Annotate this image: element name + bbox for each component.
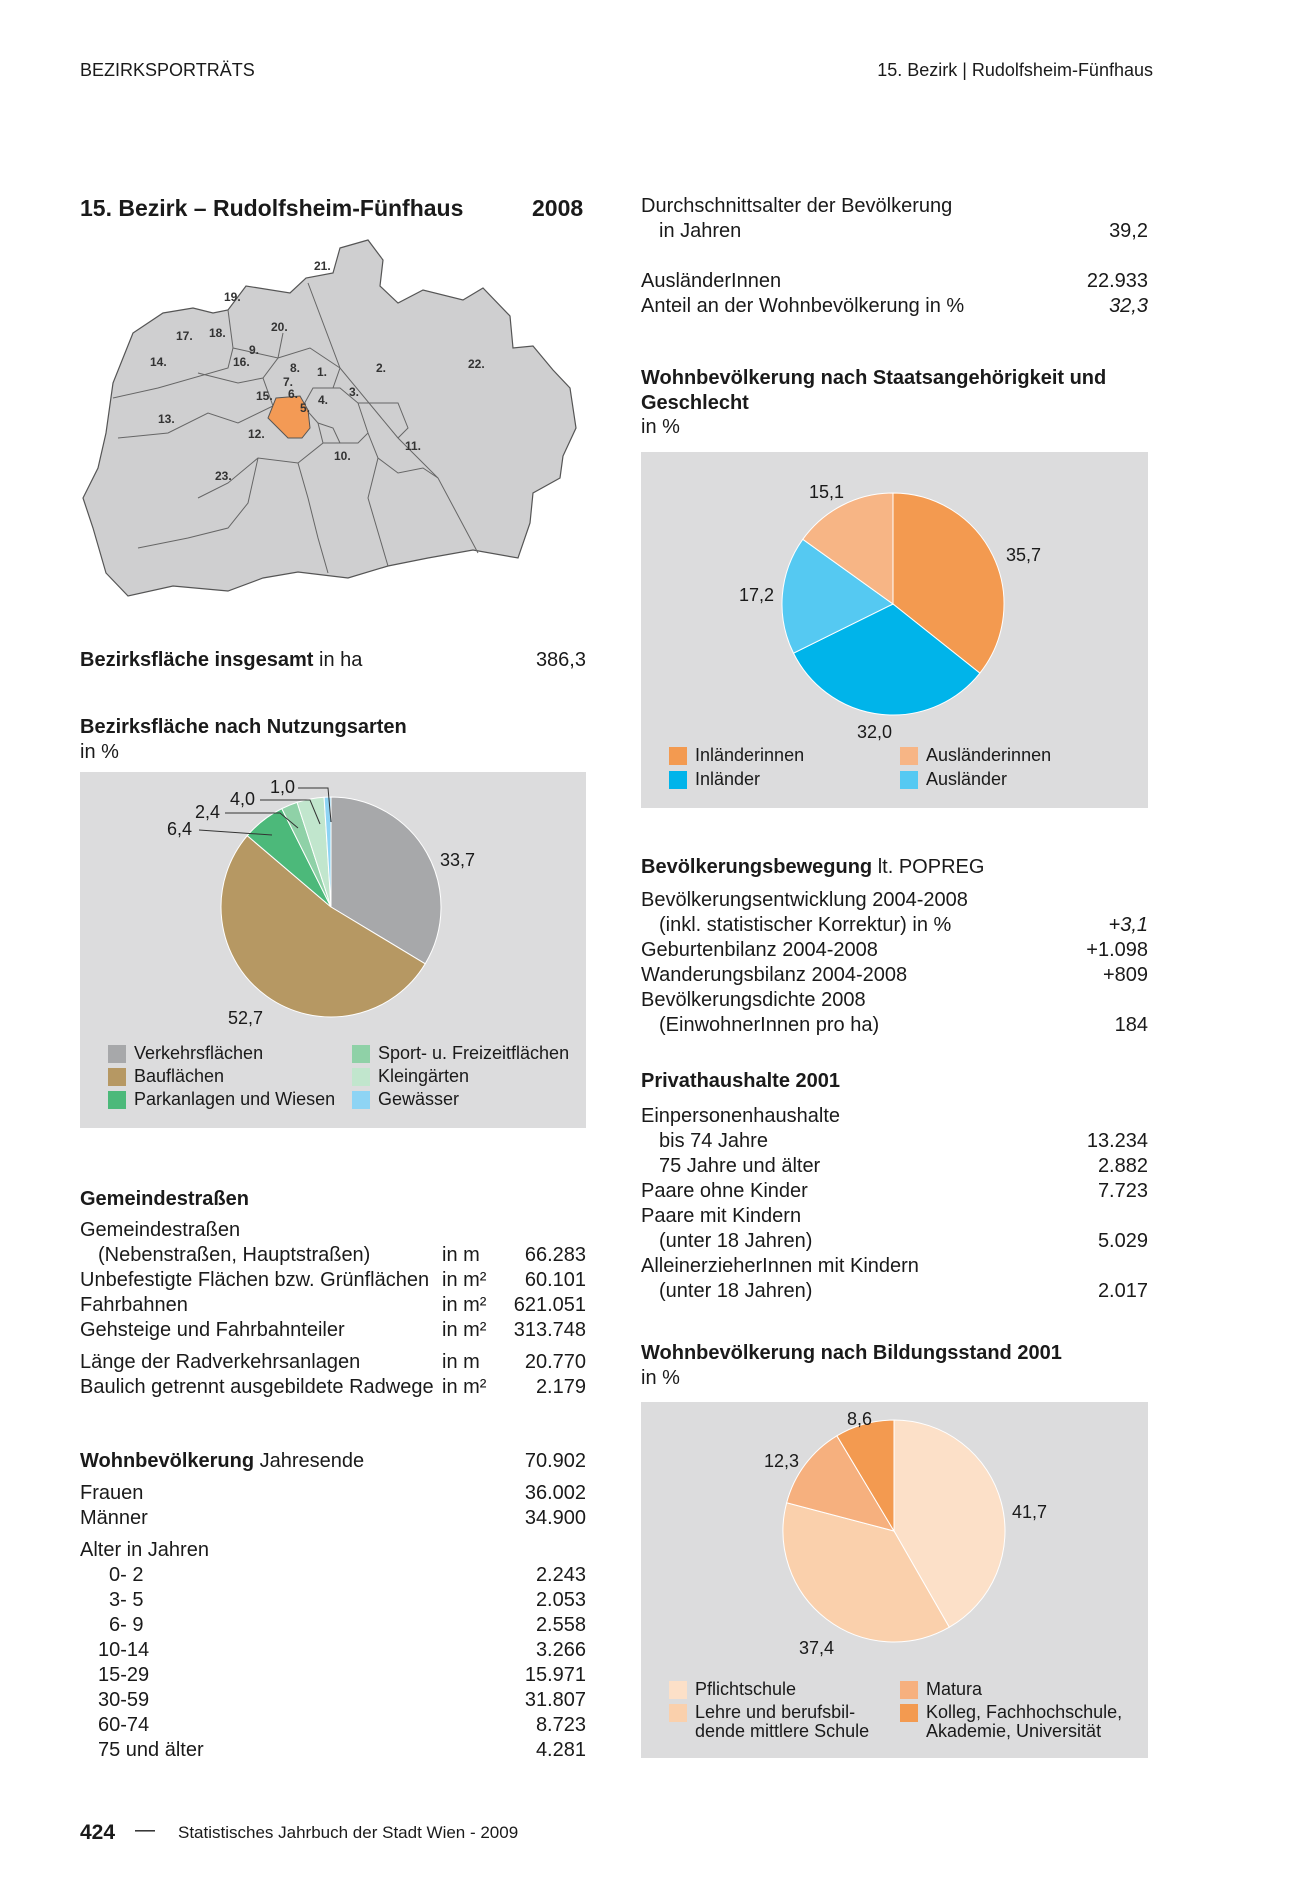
map-label-19: 19. xyxy=(224,290,241,304)
map-label-1: 1. xyxy=(317,365,328,379)
households-row: Paare mit Kindern xyxy=(641,1205,802,1227)
area-total-value: 386,3 xyxy=(535,649,586,671)
movement-title-row: Bevölkerungsbewegung lt. POPREG xyxy=(641,856,985,878)
citizenship-label-inlaender: 32,0 xyxy=(857,722,893,742)
map-label-6: 6. xyxy=(288,387,299,401)
citizenship-label-auslaender: 17,2 xyxy=(739,585,775,605)
citizenship-panel: 35,7 32,0 17,2 15,1 Inländerinnen Ausländerinnen Inländer Ausländer xyxy=(641,452,1148,808)
map-label-13: 13. xyxy=(158,412,175,426)
education-label-kolleg: 8,6 xyxy=(847,1409,873,1429)
avg-age-value: 39,2 xyxy=(1109,220,1148,242)
foreigners-share-label: Anteil an der Wohnbevölkerung in % xyxy=(641,295,965,317)
area-use-leader-lines xyxy=(80,772,586,872)
education-label-matura: 12,3 xyxy=(764,1451,800,1471)
footer-text: Statistisches Jahrbuch der Stadt Wien - 2009 xyxy=(178,1823,519,1842)
map-label-14: 14. xyxy=(150,355,167,369)
movement-row: Bevölkerungsdichte 2008 xyxy=(641,989,866,1011)
running-header-left: BEZIRKSPORTRÄTS xyxy=(80,60,255,80)
district-title: 15. Bezirk – Rudolfsheim-Fünfhaus xyxy=(80,195,464,221)
movement-title: Bevölkerungsbewegung xyxy=(641,856,873,878)
foreigners-value: 22.933 xyxy=(1086,270,1148,292)
area-use-label-klein: 4,0 xyxy=(230,789,256,809)
population-row: Frauen 36.002 xyxy=(80,1482,586,1504)
households-row: AlleinerzieherInnen mit Kindern xyxy=(641,1255,919,1277)
streets-row: Unbefestigte Flächen bzw. Grünflächen in m² 60.101 xyxy=(80,1269,586,1291)
streets-row: Fahrbahnen in m² 621.051 xyxy=(80,1294,586,1316)
map-label-18: 18. xyxy=(209,326,226,340)
households-row: Einpersonenhaushalte xyxy=(641,1105,841,1127)
vienna-district-map xyxy=(78,228,590,613)
households-title: Privathaushalte 2001 xyxy=(641,1070,840,1092)
map-label-17: 17. xyxy=(176,329,193,343)
area-total-row xyxy=(80,648,586,673)
education-title: Wohnbevölkerung nach Bildungsstand 2001 xyxy=(641,1342,1062,1364)
citizenship-unit: in % xyxy=(641,416,680,438)
movement-row: Bevölkerungsentwicklung 2004-2008 xyxy=(641,889,968,911)
foreigners-label: AusländerInnen xyxy=(641,270,782,292)
area-use-title: Bezirksfläche nach Nutzungsarten xyxy=(80,716,407,738)
area-total-unit: in ha xyxy=(313,649,363,671)
map-label-11: 11. xyxy=(405,439,422,453)
education-panel: 41,7 37,4 12,3 8,6 Pflichtschule Matura Lehre und berufsbil- dende mittlere Schule Kolleg, Fachhochschule, Akademie, Universität xyxy=(641,1402,1148,1758)
population-row: 0- 2 2.243 xyxy=(109,1564,586,1586)
population-total-value: 70.902 xyxy=(524,1450,586,1472)
area-use-unit: in % xyxy=(80,741,119,763)
movement-row: (EinwohnerInnen pro ha) 184 xyxy=(659,1014,1148,1036)
population-row: 3- 5 2.053 xyxy=(109,1589,586,1611)
foreigners-share-value: 32,3 xyxy=(1109,295,1148,317)
avg-age-unit: in Jahren xyxy=(659,220,742,242)
population-row: 60-74 8.723 xyxy=(98,1714,586,1736)
map-label-5: 5. xyxy=(300,401,311,415)
map-label-16: 16. xyxy=(233,355,250,369)
education-pie xyxy=(641,1402,1148,1682)
map-label-3: 3. xyxy=(349,385,360,399)
map-label-2: 2. xyxy=(376,361,387,375)
population-row: 10-14 3.266 xyxy=(98,1639,586,1661)
footer-dash: — xyxy=(135,1819,155,1841)
area-use-label-sport: 2,4 xyxy=(195,802,221,822)
education-unit: in % xyxy=(641,1367,680,1389)
map-label-12: 12. xyxy=(248,427,265,441)
households-row: Paare ohne Kinder 7.723 xyxy=(641,1180,1148,1202)
streets-row: Baulich getrennt ausgebildete Radwege in m² 2.179 xyxy=(80,1376,586,1398)
population-row: 6- 9 2.558 xyxy=(109,1614,586,1636)
area-use-label-gewaesser: 1,0 xyxy=(270,777,296,797)
population-row: 30-59 31.807 xyxy=(98,1689,586,1711)
citizenship-label-auslaenderinnen: 15,1 xyxy=(809,482,845,502)
avg-age-label: Durchschnittsalter der Bevölkerung xyxy=(641,195,953,217)
households-row: (unter 18 Jahren) 5.029 xyxy=(659,1230,1148,1252)
map-label-7: 7. xyxy=(283,375,294,389)
map-label-9: 9. xyxy=(249,343,260,357)
map-label-10: 10. xyxy=(334,449,351,463)
area-use-label-park: 6,4 xyxy=(167,819,193,839)
education-label-lehre: 37,4 xyxy=(799,1638,835,1658)
population-row: Männer 34.900 xyxy=(80,1507,586,1529)
vienna-outline xyxy=(83,240,576,596)
education-label-pflichtschule: 41,7 xyxy=(1012,1502,1048,1522)
population-row: 75 und älter 4.281 xyxy=(98,1739,586,1761)
map-label-23: 23. xyxy=(215,469,232,483)
citizenship-label-inlaenderinnen: 35,7 xyxy=(1006,545,1042,565)
households-row: (unter 18 Jahren) 2.017 xyxy=(659,1280,1148,1302)
running-header-right: 15. Bezirk | Rudolfsheim-Fünfhaus xyxy=(877,60,1153,80)
streets-row: Länge der Radverkehrsanlagen in m 20.770 xyxy=(80,1351,586,1373)
map-label-4: 4. xyxy=(318,393,329,407)
population-row: 15-29 15.971 xyxy=(98,1664,586,1686)
district-year: 2008 xyxy=(532,195,584,221)
map-label-21: 21. xyxy=(314,259,331,273)
population-row: Alter in Jahren xyxy=(80,1539,209,1561)
movement-row: Geburtenbilanz 2004-2008 +1.098 xyxy=(641,939,1148,961)
citizenship-pie xyxy=(641,452,1148,752)
area-use-label-verkehr: 33,7 xyxy=(440,850,476,870)
movement-row: Wanderungsbilanz 2004-2008 +809 xyxy=(641,964,1148,986)
map-label-20: 20. xyxy=(271,320,288,334)
households-row: 75 Jahre und älter 2.882 xyxy=(659,1155,1148,1177)
streets-row: Gehsteige und Fahrbahnteiler in m² 313.748 xyxy=(80,1319,586,1341)
area-use-label-bau: 52,7 xyxy=(228,1008,264,1028)
streets-row: Gemeindestraßen xyxy=(80,1219,241,1241)
map-label-15: 15. xyxy=(256,389,273,403)
streets-row: (Nebenstraßen, Hauptstraßen) in m 66.283 xyxy=(98,1244,586,1266)
area-use-panel: 33,7 52,7 6,4 2,4 4,0 1,0 Verkehrsflächen Sport- u. Freizeitflächen Bauflächen Kleingärten Parkanlagen und Wiesen Gewässer xyxy=(80,772,586,1128)
streets-title: Gemeindestraßen xyxy=(80,1188,249,1210)
population-total-row: Wohnbevölkerung Jahresende 70.902 xyxy=(80,1450,586,1472)
citizenship-title: Wohnbevölkerung nach Staatsangehörigkeit und Geschlecht xyxy=(641,367,1107,414)
population-title: Wohnbevölkerung xyxy=(80,1450,255,1472)
map-label-8: 8. xyxy=(290,361,301,375)
area-total-label: Bezirksfläche insgesamt xyxy=(80,649,314,671)
map-label-22: 22. xyxy=(468,357,485,371)
page-number: 424 xyxy=(80,1821,116,1844)
movement-row: (inkl. statistischer Korrektur) in % +3,1 xyxy=(659,914,1148,936)
households-row: bis 74 Jahre 13.234 xyxy=(659,1130,1148,1152)
